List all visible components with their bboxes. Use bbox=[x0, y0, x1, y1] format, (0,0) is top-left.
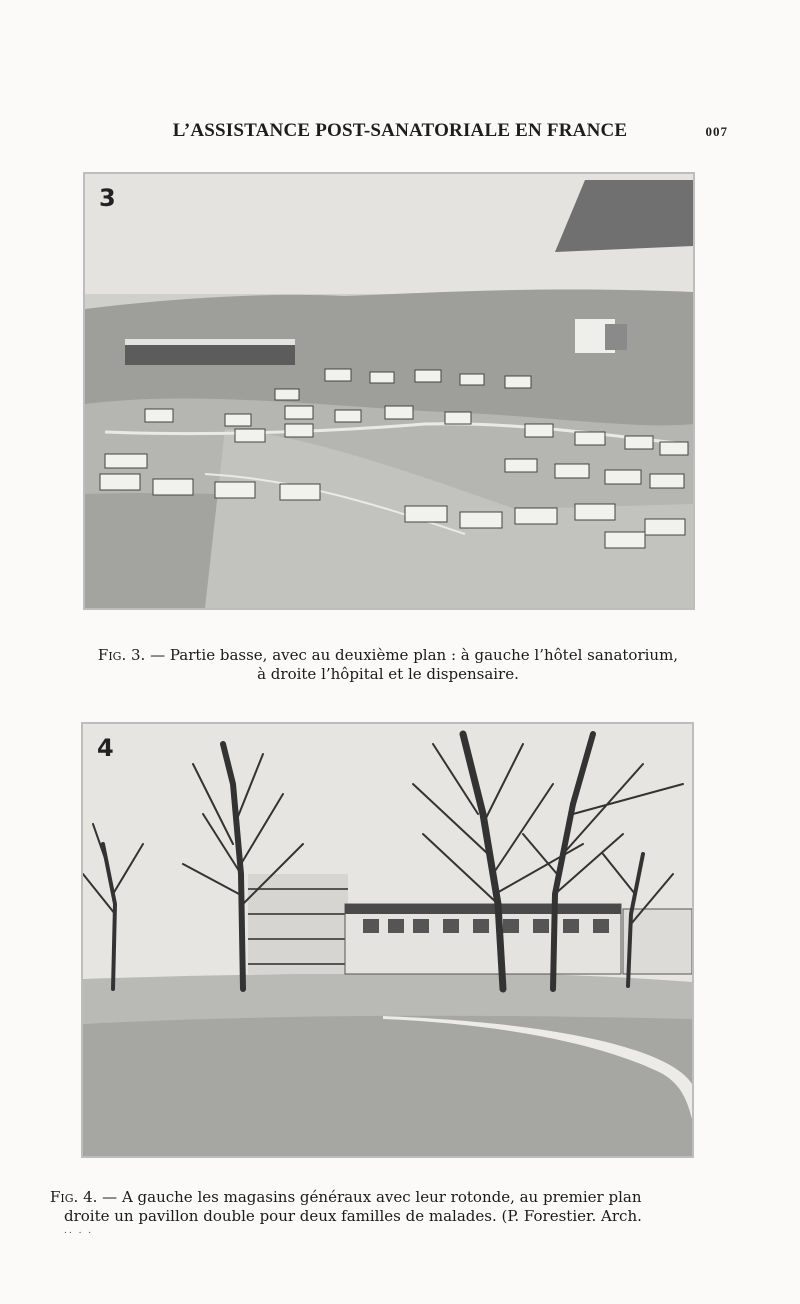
figure-3-photo bbox=[83, 172, 695, 610]
figure-4-caption-text-1: — A gauche les magasins généraux avec leur rotonde, au premier plan bbox=[102, 1188, 642, 1206]
figure-3-caption-line-1 bbox=[78, 646, 698, 665]
figure-4-photo bbox=[81, 722, 694, 1158]
figure-3-caption bbox=[78, 646, 698, 684]
park-with-trees-and-pavilions-photo bbox=[83, 724, 692, 1156]
figure-4-number: 4 bbox=[97, 734, 114, 762]
figure-3-caption-text-1: — Partie basse, avec au deuxième plan : à gauche l’hôtel sanatorium, bbox=[150, 646, 679, 664]
cropped-text-fragment: .. . . bbox=[64, 1226, 94, 1236]
figure-4-label: Fig. 4. bbox=[50, 1188, 98, 1206]
hillside-village-photo bbox=[85, 174, 693, 608]
page-number: 007 bbox=[705, 124, 728, 139]
figure-3-number: 3 bbox=[99, 184, 116, 212]
running-header-title: L’ASSISTANCE POST-SANATORIALE EN FRANCE bbox=[172, 120, 628, 141]
figure-3-label: Fig. 3. bbox=[97, 646, 146, 664]
figure-4-caption-line-1 bbox=[50, 1188, 750, 1207]
figure-3-caption-line-2: à droite l’hôpital et le dispensaire. bbox=[257, 665, 519, 683]
figure-4-caption-line-2: droite un pavillon double pour deux familles de malades. (P. Forestier. Arch. bbox=[64, 1207, 642, 1225]
figure-4-caption bbox=[50, 1188, 750, 1226]
